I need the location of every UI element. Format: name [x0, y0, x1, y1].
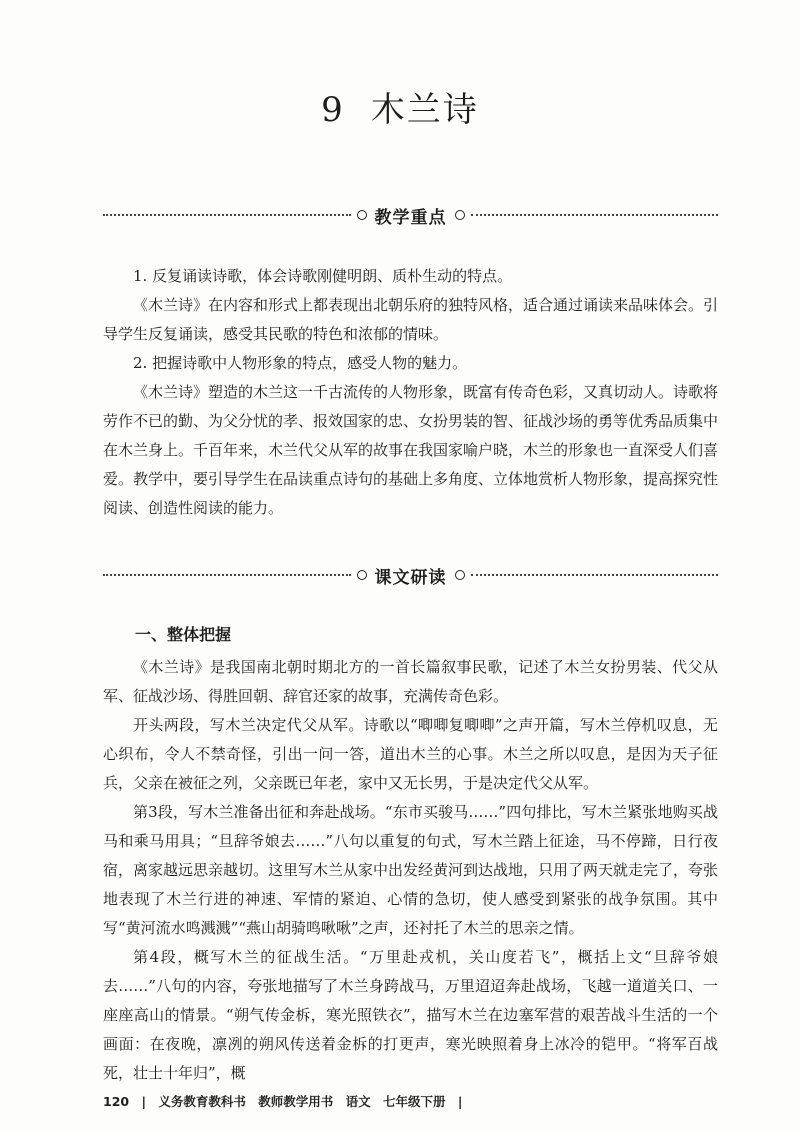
- circle-icon: [357, 210, 367, 220]
- subheading-overall: 一、整体把握: [135, 625, 232, 644]
- lesson-number: 9: [321, 90, 345, 130]
- divider-left: [103, 574, 351, 576]
- circle-icon: [455, 210, 465, 220]
- paragraph: 《木兰诗》塑造的木兰这一千古流传的人物形象，既富有传奇色彩，又真切动人。诗歌将劳作不已的勤、为父分忧的孝、报效国家的忠、女扮男装的智、征战沙场的勇等优秀品质集中在木兰身上。千百年来，木兰代父从军的故事在我国家喻户晓，木兰的形象也一直深受人们喜爱。教学中，要引导学生在品读重点诗句的基础上多角度、立体地赏析人物形象，提高探究性阅读、创造性阅读的能力。: [103, 383, 719, 517]
- divider-right: [471, 574, 719, 576]
- circle-icon: [455, 570, 465, 580]
- paragraph: 开头两段，写木兰决定代父从军。诗歌以“唧唧复唧唧”之声开篇，写木兰停机叹息，无心织布，令人不禁奇怪，引出一问一答，道出木兰的心事。木兰之所以叹息，是因为天子征兵，父亲在被征之列，父亲既已年老，家中又无长男，于是决定代父从军。: [103, 716, 718, 792]
- divider-right: [471, 214, 719, 216]
- page-title: [0, 82, 800, 131]
- section-heading-teaching-focus: [103, 203, 718, 227]
- paragraph: 第4段，概写木兰的征战生活。“万里赴戎机，关山度若飞”，概括上文“旦辞爷娘去……”八句的内容，夸张地描写了木兰身跨战马，万里迢迢奔赴战场，飞越一道道关口、一座座高山的情景。“朔气传金柝，寒光照铁衣”，描写木兰在边塞军营的艰苦战斗生活的一个画面：在夜晚，凛冽的朔风传送着金柝的打更声，寒光映照着身上冰冷的铠甲。“将军百战死，壮士十年归”，概: [103, 948, 718, 1082]
- teaching-focus-body: [103, 262, 718, 523]
- page-number: 120: [103, 1094, 130, 1109]
- section-heading-text-study: [103, 563, 718, 587]
- paragraph: 1. 反复诵读诗歌，体会诗歌刚健明朗、质朴生动的特点。: [133, 267, 513, 285]
- book-name: 教师教学用书: [258, 1094, 334, 1109]
- subject-name: 语文: [345, 1094, 371, 1109]
- paragraph: 第3段，写木兰准备出征和奔赴战场。“东市买骏马……”四句排比，写木兰紧张地购买战马和乘马用具；“旦辞爷娘去……”八句以重复的句式，写木兰踏上征途，马不停蹄，日行夜宿，离家越远思亲越切。这里写木兰从家中出发经黄河到达战地，只用了两天就走完了，夸张地表现了木兰行进的神速、军情的紧迫、心情的急切，使人感受到紧张的战争氛围。其中写“黄河流水鸣溅溅”“燕山胡骑鸣啾啾”之声，还衬托了木兰的思亲之情。: [103, 803, 719, 937]
- circle-icon: [357, 570, 367, 580]
- text-study-body: [103, 620, 718, 1088]
- series-name: 义务教育教科书: [158, 1094, 246, 1109]
- paragraph: 《木兰诗》在内容和形式上都表现出北朝乐府的独特风格，适合通过诵读来品味体会。引导学生反复诵读，感受其民歌的特色和浓郁的情味。: [103, 296, 719, 343]
- section-title: 教学重点: [374, 207, 447, 228]
- lesson-title: 木兰诗: [370, 90, 479, 130]
- section-title: 课文研读: [374, 567, 447, 588]
- divider-left: [103, 214, 351, 216]
- paragraph: 2. 把握诗歌中人物形象的特点，感受人物的魅力。: [133, 354, 468, 372]
- paragraph: 《木兰诗》是我国南北朝时期北方的一首长篇叙事民歌，记述了木兰女扮男装、代父从军、征战沙场、得胜回朝、辞官还家的故事，充满传奇色彩。: [103, 658, 718, 705]
- grade-name: 七年级下册: [383, 1094, 446, 1109]
- page-footer: 120 | 义务教育教科书 教师教学用书 语文 七年级下册 |: [103, 1094, 463, 1109]
